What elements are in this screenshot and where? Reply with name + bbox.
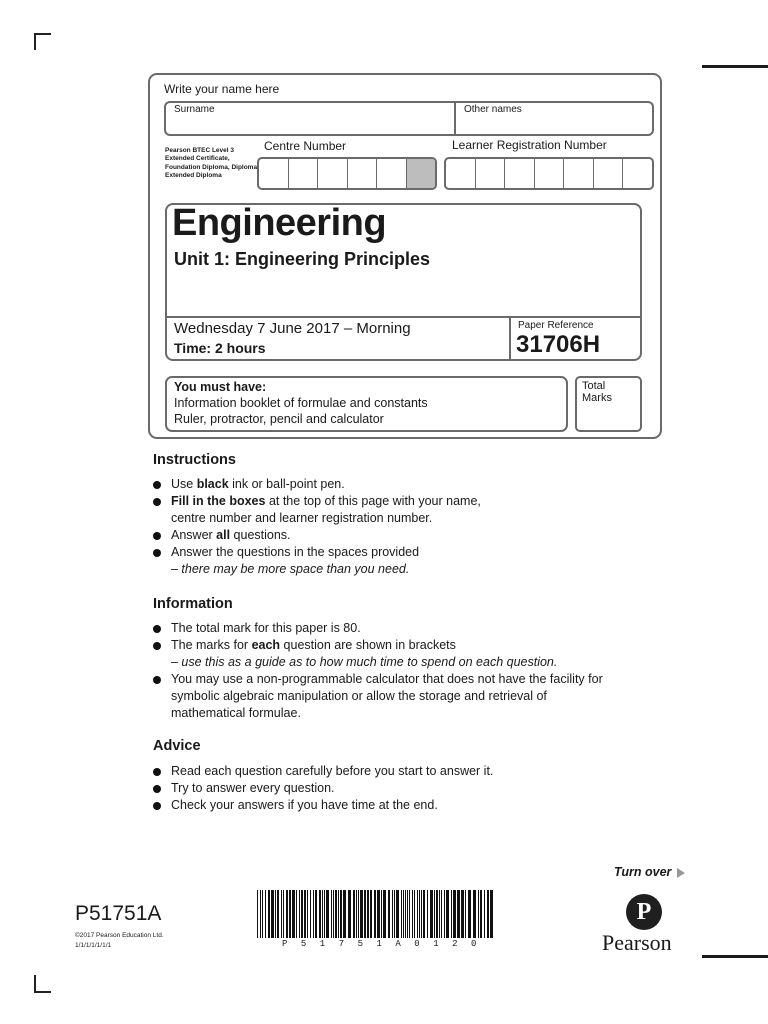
pearson-logo-icon: P	[626, 894, 662, 930]
list-item: Fill in the boxes at the top of this page with your name, centre number and learner registration number.	[153, 493, 623, 527]
list-item: The total mark for this paper is 80.	[153, 620, 623, 637]
total-marks-label: Total Marks	[582, 380, 612, 404]
paper-reference: 31706H	[516, 331, 601, 358]
surname-field[interactable]	[164, 101, 456, 136]
total-marks-box[interactable]	[575, 376, 642, 432]
instructions-list	[153, 476, 623, 578]
must-have-line: Ruler, protractor, pencil and calculator	[174, 412, 384, 426]
paper-ref-divider	[509, 316, 511, 360]
copyright-text: ©2017 Pearson Education Ltd.	[75, 932, 164, 939]
bottom-right-rule	[702, 955, 768, 958]
print-code: 1/1/1/1/1/1/1	[75, 942, 112, 949]
paper-code: P51751A	[75, 902, 162, 925]
paper-reference-label: Paper Reference	[518, 320, 594, 331]
crop-mark-bottom-left-h	[34, 991, 51, 993]
crop-mark-top-left-h	[34, 33, 51, 35]
centre-number-boxes[interactable]	[257, 157, 437, 190]
learner-reg-label: Learner Registration Number	[452, 138, 607, 152]
advice-list	[153, 763, 623, 814]
centre-number-label: Centre Number	[264, 139, 347, 153]
other-names-field[interactable]	[454, 101, 654, 136]
unit-title: Unit 1: Engineering Principles	[174, 249, 431, 269]
qualification-text: Pearson BTEC Level 3 Extended Certificate, Foundation Diploma, Diploma, Extended Diploma	[165, 147, 259, 180]
subject-title: Engineering	[172, 202, 387, 244]
title-divider	[167, 316, 640, 318]
write-name-label: Write your name here	[164, 82, 280, 96]
other-names-label: Other names	[464, 104, 522, 115]
exam-time: Time: 2 hours	[174, 340, 266, 356]
list-item: Answer all questions.	[153, 527, 623, 544]
list-item: Answer the questions in the spaces provided – there may be more space than you need.	[153, 544, 623, 578]
information-heading: Information	[153, 596, 233, 612]
crop-mark-bottom-left-v	[34, 975, 36, 992]
top-right-rule	[702, 65, 768, 68]
barcode-image	[257, 890, 495, 940]
pearson-brand: Pearson	[602, 930, 672, 955]
list-item: You may use a non-programmable calculator that does not have the facility for symbolic algebraic manipulation or allow the storage and retrieval of mathematical formulae.	[153, 671, 611, 722]
list-item: Check your answers if you have time at the end.	[153, 797, 623, 814]
list-item: The marks for each question are shown in brackets – use this as a guide as to how much time to spend on each question.	[153, 637, 623, 671]
information-list	[153, 620, 623, 722]
must-have-box	[165, 376, 568, 432]
copyright-block	[75, 931, 164, 951]
crop-mark-top-left-v	[34, 33, 36, 50]
turn-over-label: Turn over	[614, 865, 672, 879]
exam-date: Wednesday 7 June 2017 – Morning	[174, 320, 411, 337]
turn-over-arrow-icon	[677, 868, 685, 878]
surname-label: Surname	[174, 104, 215, 115]
list-item: Use black ink or ball-point pen.	[153, 476, 623, 493]
advice-heading: Advice	[153, 738, 201, 754]
must-have-heading: You must have:	[174, 380, 267, 394]
must-have-line: Information booklet of formulae and constants	[174, 396, 428, 410]
list-item: Read each question carefully before you start to answer it.	[153, 763, 623, 780]
learner-reg-boxes[interactable]	[444, 157, 654, 190]
list-item: Try to answer every question.	[153, 780, 623, 797]
barcode-text: P51751A0120	[282, 939, 490, 949]
instructions-heading: Instructions	[153, 452, 236, 468]
